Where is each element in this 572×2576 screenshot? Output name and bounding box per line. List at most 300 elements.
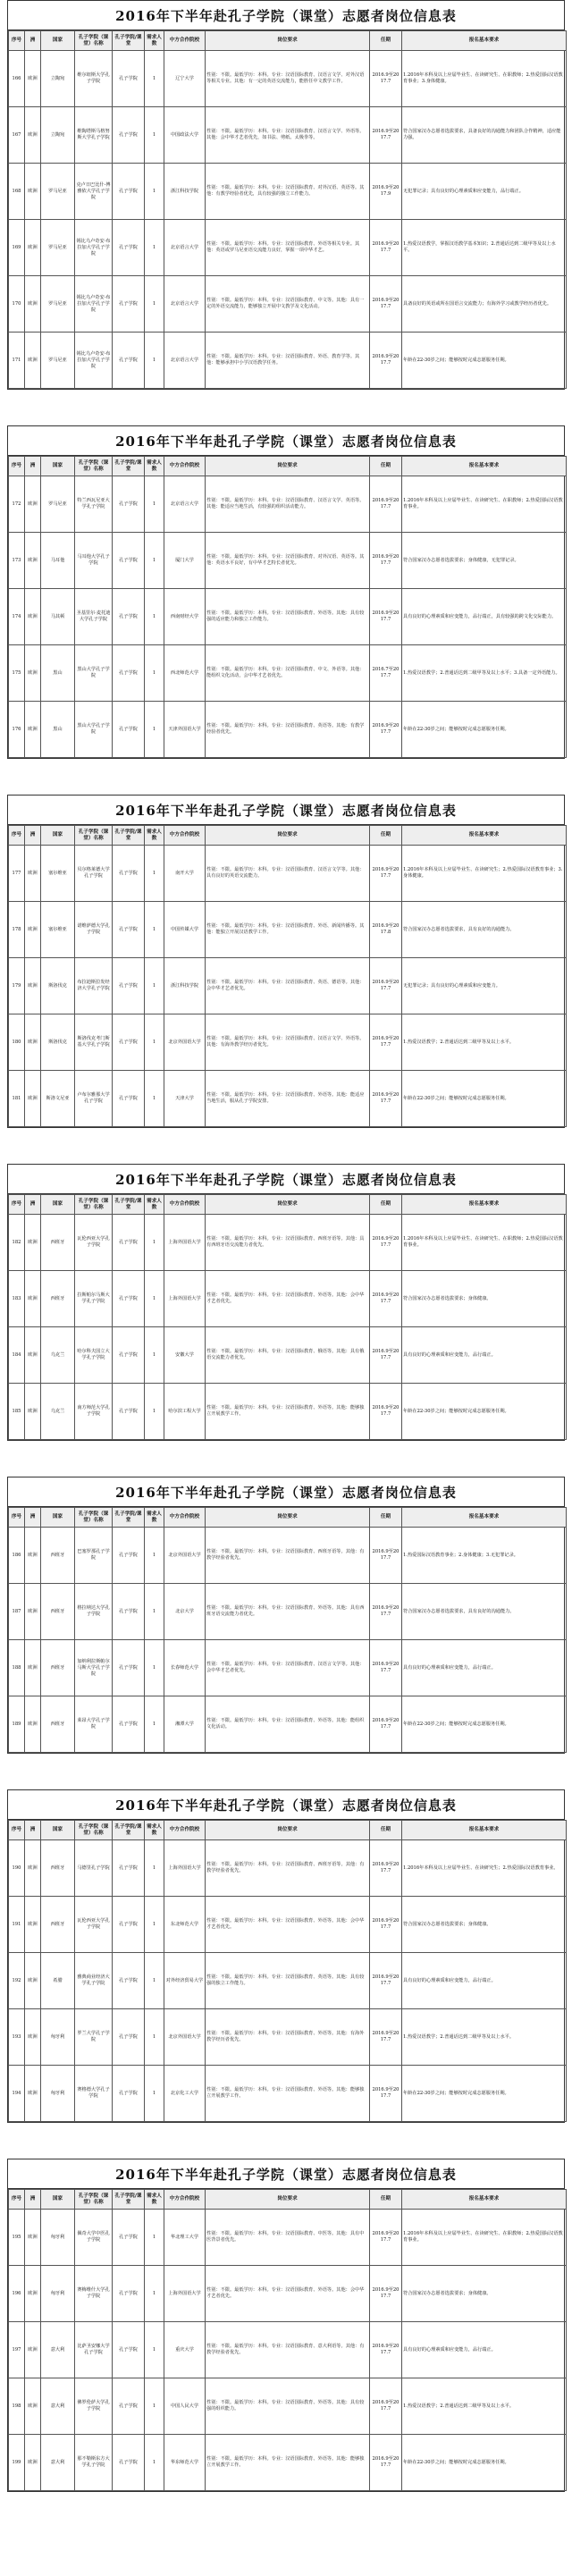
cell-inst: 马耳他大学孔子学院 (75, 533, 113, 589)
table-row (9, 1584, 567, 1640)
cell-no: 170 (9, 276, 25, 333)
cell-country: 希腊 (41, 1953, 75, 2009)
cell-partner: 浙江科技学院 (164, 958, 206, 1014)
table-row (9, 2322, 567, 2378)
cell-req: 性别：不限。最低学历：本科。专业：汉语国际教育、汉语言文学、英语等。其他：能适应当地生活，有较强的组织活动能力。 (206, 476, 370, 533)
cell-inst: 比萨圣安娜大学孔子学院 (75, 2322, 113, 2378)
cell-type: 孔子学院 (113, 107, 145, 164)
cell-type: 孔子学院 (113, 1897, 145, 1953)
table-row (9, 846, 567, 902)
cell-req: 性别：不限。最低学历：本科。专业：汉语国际教育、外语等。其他：能组织文化活动。 (206, 1696, 370, 1753)
cell-country: 西班牙 (41, 1271, 75, 1327)
cell-type: 孔子学院 (113, 1327, 145, 1384)
column-header: 孔子学院（课堂）名称 (75, 826, 113, 846)
cell-partner: 北京外国语大学 (164, 2009, 206, 2066)
cell-country: 斯洛文尼亚 (41, 1071, 75, 1127)
column-header: 任期 (370, 826, 402, 846)
cell-type: 孔子学院 (113, 2210, 145, 2266)
table-row (9, 589, 567, 645)
cell-partner: 上海外国语大学 (164, 1271, 206, 1327)
cell-inst: 罗兰大学孔子学院 (75, 2009, 113, 2066)
column-header: 岗位要求 (206, 2190, 370, 2210)
cell-num: 1 (145, 476, 164, 533)
cell-partner: 哈尔滨工程大学 (164, 1384, 206, 1440)
column-header: 序号 (9, 1508, 25, 1528)
info-sheet (7, 1477, 565, 1754)
cell-req: 性别：不限。最低学历：本科。专业：汉语国际教育、外语等相关专业。其他：英语或罗马尼亚语交流能力良好，掌握一项中华才艺。 (206, 220, 370, 276)
cell-term: 2016.9至2017.7 (370, 2266, 402, 2322)
cell-country: 西班牙 (41, 1840, 75, 1897)
cell-type: 孔子学院 (113, 1528, 145, 1584)
table-row (9, 1215, 567, 1271)
cell-country: 罗马尼亚 (41, 276, 75, 333)
column-header: 孔子学院（课堂）名称 (75, 1821, 113, 1840)
column-header: 国家 (41, 1508, 75, 1528)
cell-inst: 贝尔格莱德大学孔子学院 (75, 846, 113, 902)
cell-partner: 中国政法大学 (164, 107, 206, 164)
cell-type: 孔子学院 (113, 902, 145, 958)
cell-req: 性别：不限。最低学历：本科。专业：汉语国际教育、汉语言文学、外语等。其他：会中华才艺者优先，如书法、剪纸、太极拳等。 (206, 107, 370, 164)
cell-zhou: 欧洲 (25, 2435, 41, 2491)
cell-req: 性别：不限。最低学历：本科。专业：汉语国际教育、中文、外语等。其他：能组织文化活动，会中华才艺者优先。 (206, 645, 370, 702)
cell-partner: 对外经济贸易大学 (164, 1953, 206, 2009)
column-header: 报名基本要求 (402, 1195, 567, 1215)
cell-num: 1 (145, 333, 164, 389)
cell-req: 性别：不限。最低学历：本科。专业：汉语国际教育、外语等。其他：具有较强的组织能力。 (206, 2378, 370, 2435)
cell-inst: 克卢日巴比什-博雅依大学孔子学院 (75, 164, 113, 220)
cell-basic: 年龄在22-30岁之间；能够按时完成志愿服务任期。 (402, 2066, 567, 2122)
cell-inst: 那不勒斯东方大学孔子学院 (75, 2435, 113, 2491)
table-row (9, 2210, 567, 2266)
cell-req: 性别：不限。最低学历：本科。专业：汉语国际教育、外语等。其他：能够独立开展教学工作。 (206, 2066, 370, 2122)
table-header-row (9, 31, 567, 51)
cell-req: 性别：不限。最低学历：本科。专业：汉语国际教育、外语等。其他：有海外教学经历者优先。 (206, 2009, 370, 2066)
cell-country: 罗马尼亚 (41, 476, 75, 533)
table-row (9, 2435, 567, 2491)
cell-partner: 浙江科技学院 (164, 164, 206, 220)
table-row (9, 2009, 567, 2066)
cell-no: 175 (9, 645, 25, 702)
cell-type: 孔子学院 (113, 2009, 145, 2066)
cell-partner: 上海外国语大学 (164, 2266, 206, 2322)
cell-num: 1 (145, 1897, 164, 1953)
cell-inst: 加纳利拉斯帕尔马斯大学孔子学院 (75, 1640, 113, 1696)
table-row (9, 2378, 567, 2435)
cell-num: 1 (145, 1584, 164, 1640)
table-row (9, 1696, 567, 1753)
cell-num: 1 (145, 276, 164, 333)
cell-req: 性别：不限。最低学历：本科。专业：汉语国际教育、外语等。其他：能够独立开展教学工作。 (206, 1384, 370, 1440)
table-row (9, 1327, 567, 1384)
cell-no: 199 (9, 2435, 25, 2491)
cell-no: 167 (9, 107, 25, 164)
volunteer-table (8, 1507, 567, 1753)
cell-zhou: 欧洲 (25, 1014, 41, 1071)
cell-req: 性别：不限。最低学历：本科。专业：汉语国际教育、汉语言文学等。其他：会中华才艺者优先。 (206, 1640, 370, 1696)
cell-basic: 具备良好的英语或所在国语言交流能力；有海外学习或教学经历者优先。 (402, 276, 567, 333)
cell-no: 195 (9, 2210, 25, 2266)
cell-term: 2016.9至2017.7 (370, 2378, 402, 2435)
cell-type: 孔子学院 (113, 1271, 145, 1327)
cell-num: 1 (145, 533, 164, 589)
cell-partner: 北京外国语大学 (164, 1014, 206, 1071)
column-header: 孔子学院（课堂）名称 (75, 31, 113, 51)
cell-zhou: 欧洲 (25, 333, 41, 389)
cell-partner: 上海外国语大学 (164, 1840, 206, 1897)
cell-no: 193 (9, 2009, 25, 2066)
column-header: 任期 (370, 1508, 402, 1528)
cell-zhou: 欧洲 (25, 958, 41, 1014)
cell-term: 2016.9至2017.7 (370, 1640, 402, 1696)
sheet-title: 2016年下半年赴孔子学院（课堂）志愿者岗位信息表 (8, 1165, 564, 1194)
cell-num: 1 (145, 2210, 164, 2266)
cell-partner: 长春师范大学 (164, 1640, 206, 1696)
cell-partner: 东北师范大学 (164, 1897, 206, 1953)
cell-no: 182 (9, 1215, 25, 1271)
cell-country: 匈牙利 (41, 2009, 75, 2066)
column-header: 洲 (25, 2190, 41, 2210)
cell-no: 186 (9, 1528, 25, 1584)
cell-inst: 巴塞罗那孔子学院 (75, 1528, 113, 1584)
cell-no: 196 (9, 2266, 25, 2322)
sheet-gap (0, 1128, 572, 1164)
cell-type: 孔子学院 (113, 2266, 145, 2322)
table-header-row (9, 1821, 567, 1840)
column-header: 孔子学院（课堂）名称 (75, 1195, 113, 1215)
table-row (9, 533, 567, 589)
cell-inst: 佛罗伦萨大学孔子学院 (75, 2378, 113, 2435)
cell-basic: 符合国家汉办志愿者选拔要求；身体健康。 (402, 1897, 567, 1953)
sheet-title: 2016年下半年赴孔子学院（课堂）志愿者岗位信息表 (8, 2159, 564, 2189)
table-header-row (9, 1195, 567, 1215)
cell-partner: 天津大学 (164, 1071, 206, 1127)
column-header: 需求人数 (145, 1508, 164, 1528)
table-row (9, 2066, 567, 2122)
volunteer-table (8, 2189, 567, 2491)
cell-basic: 无犯罪记录；具有良好的心理素质和应变能力。 (402, 958, 567, 1014)
cell-no: 177 (9, 846, 25, 902)
cell-country: 罗马尼亚 (41, 164, 75, 220)
cell-country: 立陶宛 (41, 107, 75, 164)
sheet-title: 2016年下半年赴孔子学院（课堂）志愿者岗位信息表 (8, 1790, 564, 1820)
table-row (9, 164, 567, 220)
cell-inst: 格拉纳达大学孔子学院 (75, 1584, 113, 1640)
cell-type: 孔子学院 (113, 51, 145, 107)
volunteer-table (8, 30, 567, 389)
cell-partner: 西北师范大学 (164, 645, 206, 702)
cell-term: 2016.9至2017.7 (370, 1215, 402, 1271)
cell-country: 意大利 (41, 2378, 75, 2435)
cell-zhou: 欧洲 (25, 846, 41, 902)
column-header: 国家 (41, 1195, 75, 1215)
cell-num: 1 (145, 958, 164, 1014)
table-row (9, 1071, 567, 1127)
cell-num: 1 (145, 2378, 164, 2435)
cell-basic: 1.热爱汉语教学；2.普通话达到二级甲等及以上水平。 (402, 2009, 567, 2066)
column-header: 孔子学院/课堂 (113, 1821, 145, 1840)
column-header: 孔子学院（课堂）名称 (75, 2190, 113, 2210)
cell-partner: 安徽大学 (164, 1327, 206, 1384)
cell-partner: 上海外国语大学 (164, 1215, 206, 1271)
cell-country: 匈牙利 (41, 2066, 75, 2122)
cell-zhou: 欧洲 (25, 1840, 41, 1897)
cell-partner: 北京大学 (164, 1584, 206, 1640)
cell-basic: 年龄在22-30岁之间；能够按时完成志愿服务任期。 (402, 2435, 567, 2491)
cell-partner: 天津外国语大学 (164, 702, 206, 758)
cell-term: 2016.9至2017.7 (370, 276, 402, 333)
column-header: 序号 (9, 1821, 25, 1840)
cell-term: 2016.9至2017.7 (370, 333, 402, 389)
column-header: 国家 (41, 1821, 75, 1840)
cell-no: 192 (9, 1953, 25, 2009)
cell-country: 匈牙利 (41, 2210, 75, 2266)
sheet-title: 2016年下半年赴孔子学院（课堂）志愿者岗位信息表 (8, 1477, 564, 1507)
cell-country: 塞尔维亚 (41, 902, 75, 958)
cell-zhou: 欧洲 (25, 1953, 41, 2009)
cell-basic: 年龄在22-30岁之间；能够按时完成志愿服务任期。 (402, 702, 567, 758)
cell-term: 2016.9至2017.7 (370, 589, 402, 645)
table-row (9, 958, 567, 1014)
table-header-row (9, 2190, 567, 2210)
cell-zhou: 欧洲 (25, 107, 41, 164)
table-row (9, 333, 567, 389)
cell-inst: 维陶塔斯马格努斯大学孔子学院 (75, 107, 113, 164)
cell-inst: 瓦伦西亚大学孔子学院 (75, 1897, 113, 1953)
cell-req: 性别：不限。最低学历：本科。专业：汉语国际教育、汉语言文学、外语等。其他：有海外教学经历者优先。 (206, 1014, 370, 1071)
cell-num: 1 (145, 702, 164, 758)
cell-no: 168 (9, 164, 25, 220)
cell-no: 189 (9, 1696, 25, 1753)
cell-zhou: 欧洲 (25, 1897, 41, 1953)
cell-num: 1 (145, 1327, 164, 1384)
table-row (9, 2266, 567, 2322)
cell-req: 性别：不限。最低学历：本科。专业：汉语国际教育、俄语等。其他：具有俄语交流能力者优先。 (206, 1327, 370, 1384)
cell-term: 2016.9至2017.7 (370, 2066, 402, 2122)
cell-no: 172 (9, 476, 25, 533)
column-header: 任期 (370, 457, 402, 476)
cell-basic: 1.2016年本科及以上应届毕业生、在读研究生、在职教师；2.热爱国际汉语教育事业；3.身体健康。 (402, 51, 567, 107)
cell-type: 孔子学院 (113, 1640, 145, 1696)
cell-basic: 1.2016年本科及以上应届毕业生、在读研究生；2.热爱国际汉语教育事业；3.身体健康。 (402, 846, 567, 902)
cell-num: 1 (145, 1215, 164, 1271)
cell-basic: 具有良好的心理素质和应变能力，品行端正，具有较强的跨文化交际能力。 (402, 589, 567, 645)
column-header: 洲 (25, 1195, 41, 1215)
cell-inst: 锡比乌卢奇安·布拉加大学孔子学院 (75, 220, 113, 276)
cell-type: 孔子学院 (113, 533, 145, 589)
cell-inst: 斯洛伐克考门斯基大学孔子学院 (75, 1014, 113, 1071)
cell-zhou: 欧洲 (25, 2210, 41, 2266)
cell-num: 1 (145, 1014, 164, 1071)
column-header: 孔子学院/课堂 (113, 2190, 145, 2210)
cell-type: 孔子学院 (113, 1953, 145, 2009)
cell-inst: 锡比乌卢奇安·布拉加大学孔子学院 (75, 333, 113, 389)
info-sheet (7, 1789, 565, 2123)
cell-no: 184 (9, 1327, 25, 1384)
column-header: 报名基本要求 (402, 457, 567, 476)
column-header: 中方合作院校 (164, 2190, 206, 2210)
cell-type: 孔子学院 (113, 846, 145, 902)
cell-no: 176 (9, 702, 25, 758)
cell-inst: 布拉迪斯拉发经济大学孔子学院 (75, 958, 113, 1014)
column-header: 需求人数 (145, 826, 164, 846)
cell-type: 孔子学院 (113, 2378, 145, 2435)
table-header-row (9, 826, 567, 846)
cell-no: 171 (9, 333, 25, 389)
cell-no: 187 (9, 1584, 25, 1640)
column-header: 序号 (9, 826, 25, 846)
info-sheet (7, 0, 565, 390)
cell-req: 性别：不限。最低学历：本科。专业：汉语国际教育、中医等。其他：具有中医背景者优先。 (206, 2210, 370, 2266)
cell-zhou: 欧洲 (25, 1696, 41, 1753)
cell-country: 黑山 (41, 702, 75, 758)
cell-partner: 北京外国语大学 (164, 1528, 206, 1584)
table-row (9, 1840, 567, 1897)
cell-basic: 符合国家汉办志愿者选拔要求，具备良好的沟通能力和团队合作精神，适应能力强。 (402, 107, 567, 164)
cell-req: 性别：不限。最低学历：本科。专业：汉语国际教育、外语等。其他：会中华才艺者优先。 (206, 1271, 370, 1327)
cell-partner: 西南财经大学 (164, 589, 206, 645)
cell-type: 孔子学院 (113, 1584, 145, 1640)
cell-country: 乌克兰 (41, 1327, 75, 1384)
column-header: 需求人数 (145, 1195, 164, 1215)
cell-req: 性别：不限。最低学历：本科。专业：汉语国际教育、外语等。其他：具有较强的适应能力和独立工作能力。 (206, 589, 370, 645)
cell-num: 1 (145, 107, 164, 164)
cell-type: 孔子学院 (113, 1014, 145, 1071)
cell-zhou: 欧洲 (25, 1528, 41, 1584)
sheet-title: 2016年下半年赴孔子学院（课堂）志愿者岗位信息表 (8, 796, 564, 825)
cell-no: 191 (9, 1897, 25, 1953)
cell-zhou: 欧洲 (25, 1327, 41, 1384)
cell-zhou: 欧洲 (25, 2266, 41, 2322)
cell-no: 194 (9, 2066, 25, 2122)
cell-type: 孔子学院 (113, 2435, 145, 2491)
cell-basic: 年龄在22-30岁之间；能够按时完成志愿服务任期。 (402, 1071, 567, 1127)
cell-term: 2016.9至2017.7 (370, 702, 402, 758)
table-row (9, 1953, 567, 2009)
cell-type: 孔子学院 (113, 645, 145, 702)
cell-term: 2016.9至2017.7 (370, 1271, 402, 1327)
column-header: 孔子学院/课堂 (113, 1508, 145, 1528)
column-header: 中方合作院校 (164, 1195, 206, 1215)
cell-no: 197 (9, 2322, 25, 2378)
column-header: 岗位要求 (206, 1195, 370, 1215)
cell-country: 黑山 (41, 645, 75, 702)
cell-zhou: 欧洲 (25, 164, 41, 220)
column-header: 洲 (25, 1821, 41, 1840)
cell-term: 2016.9至2017.7 (370, 2322, 402, 2378)
sheet-title: 2016年下半年赴孔子学院（课堂）志愿者岗位信息表 (8, 1, 564, 30)
cell-term: 2016.9至2017.8 (370, 902, 402, 958)
cell-num: 1 (145, 1696, 164, 1753)
cell-zhou: 欧洲 (25, 902, 41, 958)
cell-basic: 1.热爱汉语教学；2.普通话达到二级甲等及以上水平。 (402, 2378, 567, 2435)
cell-term: 2016.9至2017.7 (370, 1327, 402, 1384)
table-row (9, 702, 567, 758)
cell-basic: 1.2016年本科及以上应届毕业生、在读研究生、在职教师；2.热爱国际汉语教育事业。 (402, 476, 567, 533)
cell-req: 性别：不限。最低学历：本科。专业：汉语国际教育、对外汉语、英语等。其他：英语水平良好，有中华才艺特长者优先。 (206, 533, 370, 589)
cell-partner: 北京语言大学 (164, 276, 206, 333)
cell-no: 180 (9, 1014, 25, 1071)
info-sheet (7, 425, 565, 759)
cell-basic: 年龄在22-30岁之间；能够按时完成志愿服务任期。 (402, 1696, 567, 1753)
cell-type: 孔子学院 (113, 1215, 145, 1271)
table-row (9, 107, 567, 164)
cell-term: 2016.9至2017.7 (370, 51, 402, 107)
cell-term: 2016.9至2017.7 (370, 1840, 402, 1897)
cell-zhou: 欧洲 (25, 533, 41, 589)
column-header: 需求人数 (145, 2190, 164, 2210)
cell-zhou: 欧洲 (25, 1640, 41, 1696)
cell-type: 孔子学院 (113, 333, 145, 389)
column-header: 任期 (370, 1821, 402, 1840)
column-header: 报名基本要求 (402, 31, 567, 51)
cell-partner: 中国人民大学 (164, 2378, 206, 2435)
cell-type: 孔子学院 (113, 2066, 145, 2122)
column-header: 序号 (9, 457, 25, 476)
cell-term: 2016.9至2017.7 (370, 1897, 402, 1953)
column-header: 需求人数 (145, 31, 164, 51)
cell-term: 2016.9至2017.7 (370, 2435, 402, 2491)
cell-req: 性别：不限。最低学历：本科。专业：汉语国际教育、中文等。其他：具有一定的外语交流能力，能够独立开展中文教学及文化活动。 (206, 276, 370, 333)
column-header: 序号 (9, 1195, 25, 1215)
cell-inst: 黑山大学孔子学院 (75, 702, 113, 758)
column-header: 中方合作院校 (164, 457, 206, 476)
cell-term: 2016.9至2017.7 (370, 1953, 402, 2009)
cell-country: 意大利 (41, 2322, 75, 2378)
cell-type: 孔子学院 (113, 589, 145, 645)
cell-req: 性别：不限。最低学历：本科。专业：汉语国际教育、西班牙语等。其他：有教学经验者优先。 (206, 1840, 370, 1897)
cell-basic: 具有良好的心理素质和应变能力，品行端正。 (402, 1953, 567, 2009)
cell-inst: 佩奇大学中医孔子学院 (75, 2210, 113, 2266)
column-header: 序号 (9, 31, 25, 51)
cell-req: 性别：不限。最低学历：本科。专业：汉语国际教育、外语、新闻传播等。其他：能独立开展汉语教学工作。 (206, 902, 370, 958)
cell-inst: 特兰西瓦尼亚大学孔子学院 (75, 476, 113, 533)
cell-term: 2016.9至2017.7 (370, 1696, 402, 1753)
cell-zhou: 欧洲 (25, 645, 41, 702)
cell-basic: 1.2016年本科及以上应届毕业生、在读研究生；2.热爱国际汉语教育事业。 (402, 1840, 567, 1897)
cell-country: 罗马尼亚 (41, 220, 75, 276)
cell-type: 孔子学院 (113, 1696, 145, 1753)
cell-num: 1 (145, 1071, 164, 1127)
cell-no: 174 (9, 589, 25, 645)
table-row (9, 902, 567, 958)
table-row (9, 51, 567, 107)
table-row (9, 276, 567, 333)
sheet-title: 2016年下半年赴孔子学院（课堂）志愿者岗位信息表 (8, 426, 564, 456)
cell-country: 西班牙 (41, 1528, 75, 1584)
cell-req: 性别：不限。最低学历：本科。专业：汉语国际教育、汉语言文学、对外汉语等相关专业。其他：有一定的英语交流能力，能胜任中文教学工作。 (206, 51, 370, 107)
table-row (9, 1897, 567, 1953)
cell-req: 性别：不限。最低学历：本科。专业：汉语国际教育、外语等。其他：具有西班牙语交流能力者优先。 (206, 1584, 370, 1640)
cell-basic: 1.热爱汉语教学；2.普通话达到二级甲等及以上水平。 (402, 1014, 567, 1071)
column-header: 中方合作院校 (164, 1821, 206, 1840)
cell-inst: 马德里孔子学院 (75, 1840, 113, 1897)
cell-partner: 华北理工大学 (164, 2210, 206, 2266)
column-header: 国家 (41, 457, 75, 476)
column-header: 岗位要求 (206, 826, 370, 846)
cell-term: 2016.9至2017.7 (370, 1584, 402, 1640)
column-header: 孔子学院/课堂 (113, 826, 145, 846)
sheet-gap (0, 1754, 572, 1789)
column-header: 国家 (41, 826, 75, 846)
cell-country: 斯洛伐克 (41, 958, 75, 1014)
cell-num: 1 (145, 2435, 164, 2491)
cell-req: 性别：不限。最低学历：本科。专业：汉语国际教育、意大利语等。其他：有教学经验者优先。 (206, 2322, 370, 2378)
cell-zhou: 欧洲 (25, 589, 41, 645)
cell-no: 188 (9, 1640, 25, 1696)
cell-zhou: 欧洲 (25, 276, 41, 333)
sheet-gap (0, 390, 572, 425)
cell-num: 1 (145, 1271, 164, 1327)
